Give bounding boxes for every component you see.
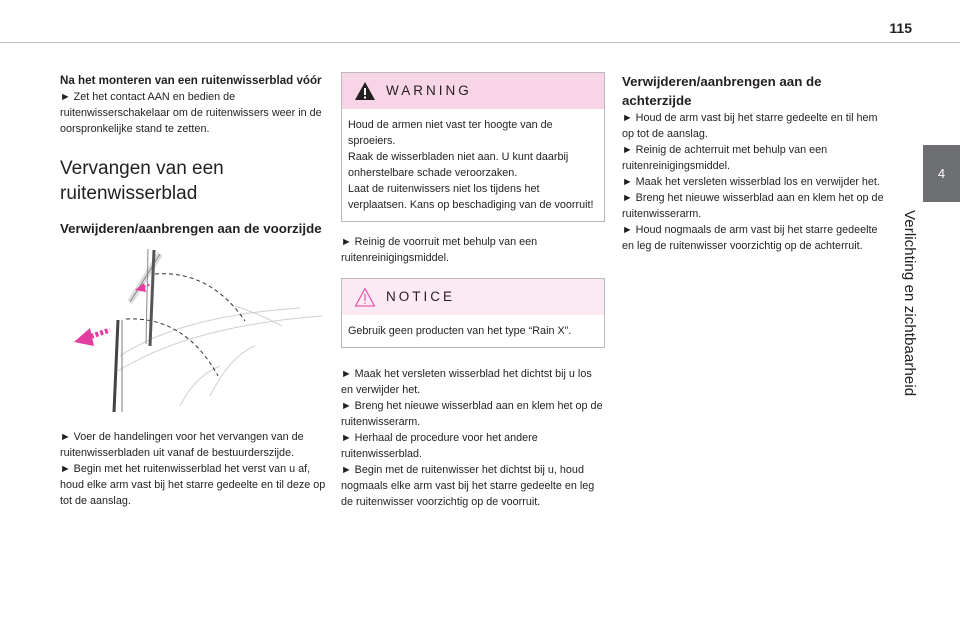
- column-right: [622, 72, 884, 254]
- rear-step-5: ► Houd nogmaals de arm vast bij het starre gedeelte en leg de ruitenwisser voorzichtig op de achterruit.: [622, 224, 878, 252]
- warning-header: [342, 73, 604, 109]
- rear-heading: Verwijderen/aanbrengen aan de achterzijde: [622, 74, 822, 108]
- header-divider: [0, 42, 960, 43]
- wiper-blade-illustration: [60, 246, 326, 412]
- column-middle: [341, 72, 605, 510]
- rear-step-1: ► Houd de arm vast bij het starre gedeelte en til hem op tot de aanslag.: [622, 112, 878, 140]
- notice-body: [342, 315, 604, 347]
- notice-title: NOTICE: [386, 289, 456, 304]
- after-mounting-heading: Na het monteren van een ruitenwisserblad vóór: [60, 74, 322, 87]
- chapter-tab[interactable]: [923, 145, 960, 202]
- front-step-3: ► Maak het versleten wisserblad het dichtst bij u los en verwijder het.: [341, 368, 592, 396]
- column-left: [60, 72, 326, 509]
- notice-header: [342, 279, 604, 315]
- warning-line-1: Houd de armen niet vast ter hoogte van de sproeiers.: [348, 119, 553, 147]
- chapter-title: Verlichting en zichtbaarheid: [901, 210, 918, 397]
- warning-line-2: Raak de wisserbladen niet aan. U kunt daarbij onherstelbare schade veroorzaken.: [348, 151, 569, 179]
- notice-triangle-icon: [354, 287, 376, 307]
- page-number: 115: [889, 20, 912, 36]
- warning-title: WARNING: [386, 83, 472, 98]
- warning-triangle-icon: [354, 81, 376, 101]
- rear-step-4: ► Breng het nieuwe wisserblad aan en klem het op de ruitenwisserarm.: [622, 192, 884, 220]
- front-step-4: ► Breng het nieuwe wisserblad aan en klem het op de ruitenwisserarm.: [341, 400, 603, 428]
- warning-line-3: Laat de ruitenwissers niet los tijdens het verplaatsen. Kans op beschadiging van de voorruit!: [348, 183, 594, 211]
- rear-step-2: ► Reinig de achterruit met behulp van een ruitenreinigingsmiddel.: [622, 144, 828, 172]
- after-mounting-step: ► Zet het contact AAN en bedien de ruitenwisserschakelaar om de ruitenwissers weer in de oorspronkelijke stand te zetten.: [60, 91, 322, 135]
- front-subheading: Verwijderen/aanbrengen aan de voorzijde: [60, 221, 322, 236]
- rear-step-3: ► Maak het versleten wisserblad los en verwijder het.: [622, 176, 880, 188]
- chapter-number: 4: [937, 166, 946, 181]
- notice-text: Gebruik geen producten van het type “Rain X”.: [348, 325, 572, 337]
- front-step-2: ► Begin met het ruitenwisserblad het verst van u af, houd elke arm vast bij het starre gedeelte en til deze op tot de aanslag.: [60, 463, 326, 507]
- front-step-1: ► Voer de handelingen voor het vervangen van de ruitenwisserbladen uit vanaf de bestuurderszijde.: [60, 431, 304, 459]
- clean-windscreen-step: ► Reinig de voorruit met behulp van een ruitenreinigingsmiddel.: [341, 236, 538, 264]
- section-title: Vervangen van een ruitenwisserblad: [60, 158, 224, 204]
- front-step-6: ► Begin met de ruitenwisser het dichtst bij u, houd nogmaals elke arm vast bij het starre gedeelte en leg de ruitenwisser voorzichtig op de voorruit.: [341, 464, 595, 508]
- warning-box: [341, 72, 605, 222]
- notice-box: [341, 278, 605, 348]
- front-step-5: ► Herhaal de procedure voor het andere ruitenwisserblad.: [341, 432, 538, 460]
- warning-body: [342, 109, 604, 221]
